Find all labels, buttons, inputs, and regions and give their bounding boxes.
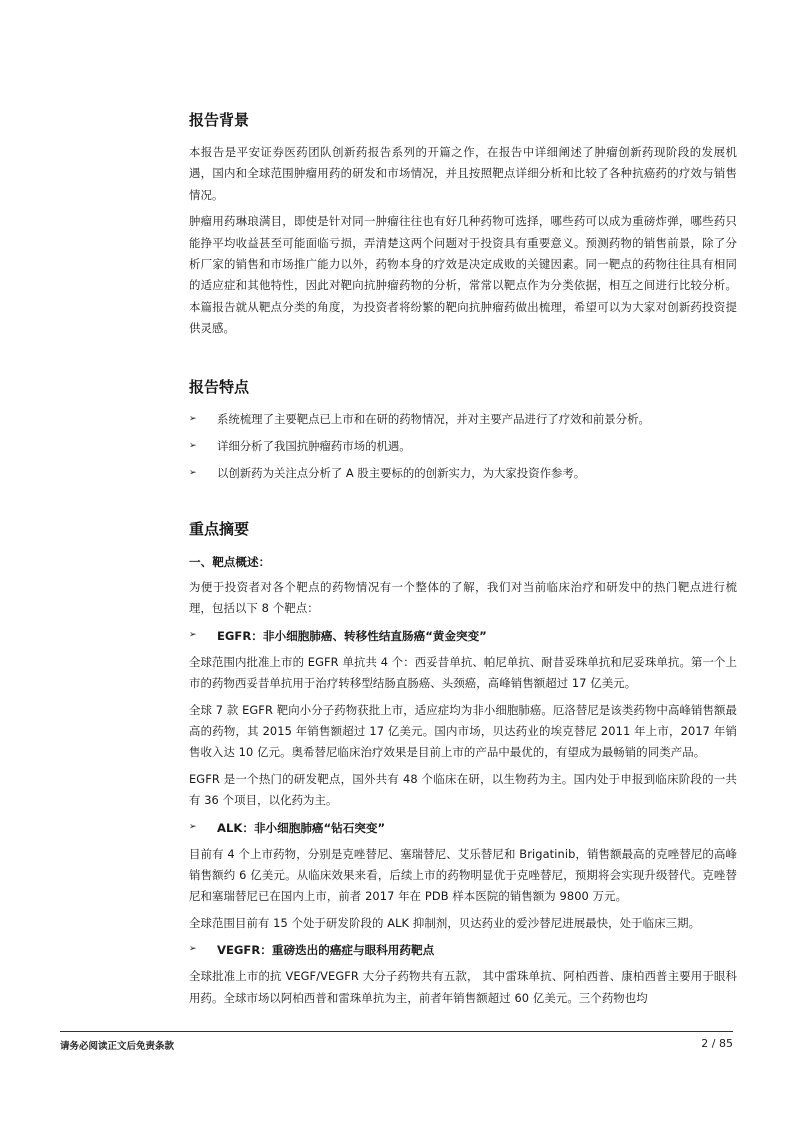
vegfr-paragraph-1: 全球批准上市的抗 VEGF/VEGFR 大分子药物共有五款， 其中雷珠单抗、阿柏西普、康柏西普主要用于眼科用药。全球市场以阿柏西普和雷珠单抗为主，前者年销售额超过 60 亿美元。三个药物也均	[189, 969, 737, 1005]
egfr-heading	[189, 625, 737, 647]
background-paragraph-2: 肿瘤用药琳琅满目，即使是针对同一肿瘤往往也有好几种药物可选择，哪些药可以成为重磅炸弹，哪些药只能挣平均收益甚至可能面临亏损，弄清楚这两个问题对于投资具有重要意义。预测药物的销售前景，除了分析厂家的销售和市场推广能力以外，药物本身的疗效是决定成败的关键因素。同一靶点的药物往往具有相同的适应症和其他特性，因此对靶向抗肿瘤药物的分析，常常以靶点作为分类依据，相互之间进行比较分析。本篇报告就从靶点分类的角度，为投资者将纷繁的靶向抗肿瘤药做出梳理，希望可以为大家对创新药投资提供灵感。	[189, 214, 737, 336]
alk-paragraph-2: 全球范围目前有 15 个处于研发阶段的 ALK 抑制剂，贝达药业的爱沙替尼进展最快，处于临床三期。	[189, 915, 701, 930]
arrow-bullet-icon: ➢	[189, 821, 197, 832]
footer-disclaimer: 请务必阅读正文后免责条款	[60, 1041, 175, 1052]
page-number: 2 / 85	[701, 1037, 733, 1050]
alk-paragraph-1: 目前有 4 个上市药物，分别是克唑替尼、塞瑞替尼、艾乐替尼和 Brigatinib，销售额最高的克唑替尼的高峰销售额约 6 亿美元。从临床效果来看，后续上市的药物明显优于克唑替尼，预期将会实现升级替代。克唑替尼和塞瑞替尼已在国内上市，前者 2017 年在 PDB 样本医院的销售额为 9800 万元。	[189, 846, 737, 904]
list-item	[189, 463, 737, 484]
report-body	[189, 108, 737, 1014]
background-paragraph-1: 本报告是平安证券医药团队创新药报告系列的开篇之作，在报告中详细阐述了肿瘤创新药现阶段的发展机遇，国内和全球范围肿瘤用药的研发和市场情况，并且按照靶点详细分析和比较了各种抗癌药的疗效与销售情况。	[189, 145, 737, 202]
summary-intro: 为便于投资者对各个靶点的药物情况有一个整体的了解，我们对当前临床治疗和研发中的热门靶点进行梳理，包括以下 8 个靶点：	[189, 579, 737, 616]
section-title-summary: 重点摘要	[189, 519, 250, 538]
feature-text: 以创新药为关注点分析了 A 股主要标的的创新实力，为大家投资作参考。	[217, 466, 586, 481]
egfr-heading-text: EGFR：非小细胞肺癌、转移性结直肠癌“黄金突变”	[217, 628, 487, 643]
section-title-background: 报告背景	[189, 111, 250, 129]
arrow-bullet-icon: ➢	[189, 468, 197, 479]
summary-subhead: 一、靶点概述：	[189, 554, 271, 569]
arrow-bullet-icon: ➢	[189, 629, 197, 640]
features-list	[189, 409, 737, 485]
egfr-paragraph-3: EGFR 是一个热门的研发靶点，国外共有 48 个临床在研，以生物药为主。国内处于申报到临床阶段的一共有 36 个项目，以化药为主。	[189, 771, 737, 808]
section-title-features: 报告特点	[189, 377, 250, 396]
arrow-bullet-icon: ➢	[189, 944, 197, 955]
footer-divider	[60, 1031, 733, 1032]
alk-heading-text: ALK：非小细胞肺癌“钻石突变”	[217, 820, 386, 835]
egfr-paragraph-2: 全球 7 款 EGFR 靶向小分子药物获批上市，适应症均为非小细胞肺癌。厄洛替尼是该类药物中高峰销售额最高的药物，其 2015 年销售额超过 17 亿美元。国内市场，贝达药业的埃克替尼 2011 年上市，2017 年销售收入达 10 亿元。奥希替尼临床治疗效果是目前上市的产品中最优的，有望成为最畅销的同类产品。	[189, 702, 737, 760]
vegfr-heading	[189, 939, 737, 961]
egfr-paragraph-1: 全球范围内批准上市的 EGFR 单抗共 4 个：西妥昔单抗、帕尼单抗、耐昔妥珠单抗和尼妥珠单抗。第一个上市的药物西妥昔单抗用于治疗转移型结肠直肠癌、头颈癌，高峰销售额超过 17 亿美元。	[189, 654, 737, 691]
feature-text: 系统梳理了主要靶点已上市和在研的药物情况，并对主要产品进行了疗效和前景分析。	[217, 411, 650, 426]
alk-heading	[189, 817, 737, 839]
arrow-bullet-icon: ➢	[189, 441, 197, 452]
list-item	[189, 436, 737, 457]
arrow-bullet-icon: ➢	[189, 413, 197, 424]
feature-text: 详细分析了我国抗肿瘤药市场的机遇。	[217, 439, 411, 454]
list-item	[189, 409, 737, 430]
vegfr-heading-text: VEGFR：重磅迭出的癌症与眼科用药靶点	[217, 943, 435, 958]
